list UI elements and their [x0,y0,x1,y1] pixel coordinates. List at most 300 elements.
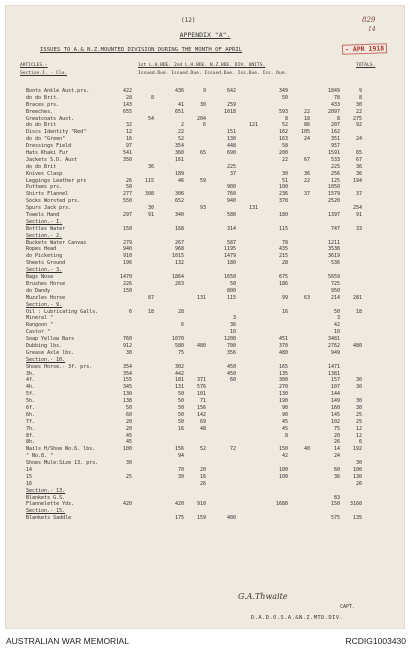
table-cell: 52 [177,136,184,143]
article-name: do do Brit [26,122,57,129]
table-row [26,405,398,412]
table-cell: 480 [196,342,206,349]
table-row [26,191,398,198]
table-row [26,102,398,109]
table-cell: 30 [177,473,184,480]
article-name: 4f. [26,377,36,384]
table-cell: 97 [125,143,132,150]
table-cell: 420 [122,501,132,508]
table-cell: 20 [125,425,132,432]
table-cell: 12 [355,425,362,432]
table-cell: 22 [303,177,310,184]
table-cell: 1579 [327,191,340,198]
table-cell: 115 [278,225,288,232]
table-row [26,460,398,467]
table-cell: 1015 [171,253,184,260]
table-cell: 132 [174,260,184,267]
table-cell: 92 [355,122,362,129]
table-cell: 215 [278,253,288,260]
header-units: 1st L.H.BDE. 2nd L.H.BDE. N.Z.BDE. DIV. UNITS. [138,63,266,68]
table-cell: 3 [232,315,236,322]
table-cell: 45 [281,418,288,425]
table-cell: 102 [330,418,340,425]
header-subcolumns: Issued.Due. Issued.Due. Issued.Due. Iss.Due. Iss. Due. [138,71,288,76]
table-cell: 25 [355,411,362,418]
table-cell: 138 [122,398,132,405]
table-cell: 422 [122,88,132,94]
article-name: Flannelette Yds. [26,501,75,508]
table-cell: 949 [330,349,340,356]
table-cell: 51 [281,177,288,184]
table-cell: 1381 [327,370,340,377]
article-name: Grease Axle lbs. [26,349,75,356]
article-name: 3h. [26,370,36,377]
table-cell: 145 [330,411,340,418]
table-cell: 5659 [327,274,340,281]
archive-credit: AUSTRALIAN WAR MEMORIAL [6,636,129,646]
table-cell: 180 [226,260,236,267]
table-cell: 30 [281,170,288,177]
article-name: Ropes Head [26,246,57,253]
table-cell: 225 [226,163,236,170]
table-row [26,198,398,205]
table-cell: 159 [196,515,206,522]
table-row [26,157,398,164]
table-row [26,253,398,260]
table-row [26,315,398,322]
issues-table [26,88,398,522]
table-row [26,329,398,336]
table-cell: 8 [284,432,288,439]
table-cell: 541 [122,150,132,157]
table-cell: 16 [125,136,132,143]
table-cell: 58 [281,143,288,150]
table-cell: 36 [355,163,362,170]
table-cell: 130 [226,136,236,143]
document-title: ISSUES TO A.& N.Z.MOUNTED DIVISION DURING THE MONTH OF APRIL [40,47,243,53]
table-cell: 20 [125,418,132,425]
table-cell: 36 [355,170,362,177]
table-row [26,122,398,129]
article-name: Greatcoats Aust. [26,115,75,122]
table-cell: 433 [330,101,340,108]
table-cell: 580 [174,342,184,349]
table-cell: 87 [147,294,154,301]
table-row [26,433,398,440]
article-name: Jackets S.D. Aust [26,156,78,163]
article-name: Towels Hand [26,212,60,219]
table-cell: 436 [174,88,184,94]
table-cell: 70 [177,466,184,473]
table-cell: 6 [128,308,132,315]
table-cell: 107 [330,384,340,391]
table-cell: 3619 [327,253,340,260]
table-cell: 150 [122,287,132,294]
table-cell: 45 [125,439,132,446]
table-cell: 9 [358,88,362,94]
table-cell: 306 [174,191,184,198]
table-cell: 121 [248,122,258,129]
table-cell: 83 [333,494,340,501]
table-cell: 1650 [223,274,236,281]
table-cell: 1849 [327,88,340,94]
table-cell: 60 [125,411,132,418]
article-name: Shoes Mule:Size 13. prs. [26,460,99,467]
article-name: Braces prs. [26,101,60,108]
table-cell: 900 [226,184,236,191]
table-cell: 67 [355,156,362,163]
table-cell: 90 [281,404,288,411]
table-cell: 101 [196,391,206,398]
table-cell: 214 [330,294,340,301]
table-cell: 940 [122,246,132,253]
table-row [26,501,398,508]
table-cell: 1471 [327,363,340,370]
table-cell: 747 [330,225,340,232]
table-cell: 1070 [171,336,184,343]
article-name: 8f. [26,432,36,439]
table-cell: 75 [333,425,340,432]
article-name: Leggings Leather prs [26,177,87,184]
table-row [26,481,398,488]
table-cell: 155 [122,377,132,384]
table-cell: 451 [278,336,288,343]
table-cell: 800 [226,287,236,294]
table-row [26,295,398,302]
table-cell: 156 [196,404,206,411]
table-cell: 25 [355,418,362,425]
table-cell: 16 [177,425,184,432]
table-row [26,467,398,474]
table-cell: 59 [199,177,206,184]
article-name: Section.- 13. [26,487,66,494]
table-cell: 26 [199,480,206,487]
table-cell: 18 [147,308,154,315]
table-row [26,426,398,433]
table-row [26,88,398,95]
table-cell: 912 [122,342,132,349]
article-name: Sheets Ground [26,260,66,267]
table-cell: 30 [125,349,132,356]
table-cell: 63 [303,294,310,301]
article-name: 5f. [26,391,36,398]
table-cell: 157 [330,377,340,384]
table-cell: 1195 [223,246,236,253]
table-cell: 50 [177,391,184,398]
article-name: Soap Yellow Bars [26,336,75,343]
table-cell: 655 [122,108,132,115]
table-cell: 8 [150,94,154,101]
table-cell: 196 [122,260,132,267]
table-cell: 50 [177,418,184,425]
table-cell: 50 [281,94,288,101]
table-cell: 78 [281,239,288,246]
table-cell: 45 [125,432,132,439]
table-cell: 480 [352,342,362,349]
table-cell: 24 [303,136,310,143]
table-cell: 91 [147,212,154,219]
article-name: Rangoon " [26,322,54,329]
table-cell: 37 [229,170,236,177]
table-cell: 254 [352,205,362,212]
table-cell: 42 [333,322,340,329]
table-cell: 65 [199,150,206,157]
article-name: Blankets Saddle [26,515,72,522]
article-name: Breeches. [26,108,54,115]
table-cell: 350 [122,156,132,163]
table-cell: 760 [226,191,236,198]
table-cell: 94 [177,453,184,460]
table-cell: 142 [196,411,206,418]
table-cell: 550 [122,198,132,205]
section-heading [26,508,398,515]
table-row [26,129,398,136]
date-stamp: - APR 1918 [342,43,387,55]
table-row [26,178,398,185]
table-cell: 442 [174,370,184,377]
table-cell: 50 [125,184,132,191]
article-name: Section.- 15. [26,508,66,515]
table-cell: 360 [174,150,184,157]
table-row [26,150,398,157]
table-row [26,364,398,371]
table-cell: 18 [355,308,362,315]
table-cell: 28 [177,308,184,315]
table-row [26,371,398,378]
table-cell: 1018 [223,108,236,115]
table-row [26,226,398,233]
article-name: Shoes Horse.- 3f. prs. [26,363,93,370]
table-cell: 275 [352,115,362,122]
section-heading [26,267,398,274]
table-cell: 1680 [275,501,288,508]
table-cell: 26 [355,480,362,487]
table-cell: 225 [330,163,340,170]
table-cell: 259 [226,101,236,108]
table-cell: 400 [226,515,236,522]
table-cell: 256 [330,170,340,177]
table-cell: 263 [174,280,184,287]
table-cell: 593 [278,108,288,115]
table-cell: 135 [352,515,362,522]
table-cell: 354 [122,363,132,370]
document-page [6,6,404,628]
table-cell: 450 [226,363,236,370]
table-cell: 356 [226,349,236,356]
table-cell: 3538 [327,246,340,253]
article-name: Castor " [26,329,51,336]
article-name: Dressings Field [26,143,72,150]
article-name: 16 [26,480,33,487]
table-cell: 186 [278,280,288,287]
table-cell: 71 [199,398,206,405]
table-row [26,136,398,143]
table-cell: 2 [180,122,184,129]
table-cell: 99 [281,294,288,301]
table-cell: 69 [199,418,206,425]
table-cell: 32 [125,122,132,129]
table-cell: 1591 [327,150,340,157]
table-cell: 26 [333,439,340,446]
table-cell: 36 [303,170,310,177]
table-cell: 2762 [327,342,340,349]
table-row [26,419,398,426]
table-cell: 12 [125,129,132,136]
table-cell: 760 [122,336,132,343]
article-name: Dubbing lbs. [26,342,63,349]
article-name: 7h. [26,425,36,432]
table-row [26,322,398,329]
article-name: Section.- 3. [26,267,63,274]
article-name: do do Brit [26,163,57,170]
table-cell: 36 [333,473,340,480]
table-cell: 450 [226,370,236,377]
article-name: do do "Green" [26,136,66,143]
article-name: " No.8. " [26,453,54,460]
table-row [26,116,398,123]
table-cell: 50 [229,280,236,287]
table-cell: 78 [333,94,340,101]
article-name: Boots Ankle Aust.prs. [26,88,90,94]
table-row [26,474,398,481]
table-cell: 50 [177,411,184,418]
article-name: 8h. [26,439,36,446]
table-cell: 910 [122,253,132,260]
table-cell: 90 [281,411,288,418]
table-row [26,109,398,116]
table-cell: 351 [330,136,340,143]
table-cell: 204 [196,115,206,122]
table-cell: 30 [355,101,362,108]
table-cell: 192 [352,446,362,453]
table-cell: 30 [355,398,362,405]
table-cell: 100 [352,466,362,473]
table-row [26,309,398,316]
table-cell: 30 [355,460,362,467]
table-cell: 60 [333,466,340,473]
table-cell: 279 [122,239,132,246]
article-name: Brushes Horse [26,280,66,287]
table-cell: 370 [278,342,288,349]
table-cell: 30 [355,404,362,411]
article-name: Discs Identity "Red" [26,129,87,136]
article-name: Nails H/Shoe No.6. lbs. [26,446,96,453]
table-cell: 50 [177,404,184,411]
table-cell: 75 [177,349,184,356]
table-cell: 22 [355,108,362,115]
table-cell: 36 [229,322,236,329]
table-cell: 130 [122,391,132,398]
table-cell: 194 [352,177,362,184]
article-name: Bags Nose [26,274,54,281]
table-cell: 150 [278,446,288,453]
table-cell: 1211 [327,239,340,246]
table-cell: 135 [278,370,288,377]
article-name: Bottles Water [26,225,66,232]
table-row [26,350,398,357]
article-name: Section.- I. [26,218,63,225]
table-cell: 2520 [327,198,340,205]
table-row [26,205,398,212]
table-cell: 149 [330,398,340,405]
table-cell: 349 [278,88,288,94]
table-cell: 910 [196,501,206,508]
table-cell: 675 [278,274,288,281]
table-row [26,143,398,150]
table-cell: 200 [278,150,288,157]
table-cell: 33 [355,225,362,232]
header-totals: TOTALS. [356,63,376,68]
table-cell: 9 [202,88,206,94]
table-row [26,171,398,178]
table-row [26,377,398,384]
table-cell: 131 [196,294,206,301]
article-name: 6h. [26,411,36,418]
article-name: 5h. [26,398,36,405]
table-cell: 957 [330,143,340,150]
table-cell: 1864 [171,274,184,281]
article-name: Shirts Flannel [26,191,69,198]
table-cell: 143 [122,101,132,108]
table-cell: 1479 [223,253,236,260]
table-row [26,336,398,343]
table-cell: 25 [125,473,132,480]
table-cell: 652 [174,198,184,205]
table-cell: 20 [199,466,206,473]
article-name: Muzzles Horse [26,294,66,301]
table-cell: 308 [144,191,154,198]
article-name: do Dandy [26,287,51,294]
table-cell: 1200 [223,336,236,343]
table-cell: 340 [174,212,184,219]
table-cell: 378 [278,198,288,205]
header-articles: ARTICLES.- [20,63,48,68]
table-cell: 277 [122,191,132,198]
table-cell: 207 [330,122,340,129]
table-cell: 175 [174,515,184,522]
article-name: Section.- 9. [26,301,63,308]
article-name: Section.- 2. [26,232,63,239]
table-cell: 131 [174,384,184,391]
table-row [26,453,398,460]
table-cell: 50 [177,398,184,405]
table-cell: 575 [330,515,340,522]
table-cell: 30 [355,384,362,391]
table-cell: 700 [226,342,236,349]
rank-label: CAPT. [340,604,356,610]
table-cell: 297 [122,212,132,219]
table-cell: 30 [125,460,132,467]
table-cell: 93 [199,205,206,212]
table-cell: 587 [226,239,236,246]
table-cell: 14 [333,446,340,453]
table-cell: 30 [147,205,154,212]
table-cell: 42 [281,453,288,460]
table-cell: 18 [303,115,310,122]
table-cell: 22 [303,108,310,115]
table-cell: 40 [303,446,310,453]
table-cell: 165 [278,363,288,370]
table-cell: 968 [174,246,184,253]
handwritten-number: 829 [362,16,376,24]
table-row [26,212,398,219]
table-row [26,398,398,405]
table-row [26,515,398,522]
table-cell: 36 [147,163,154,170]
table-cell: 100 [278,473,288,480]
table-cell: 156 [174,446,184,453]
article-name: 15 [26,473,33,480]
